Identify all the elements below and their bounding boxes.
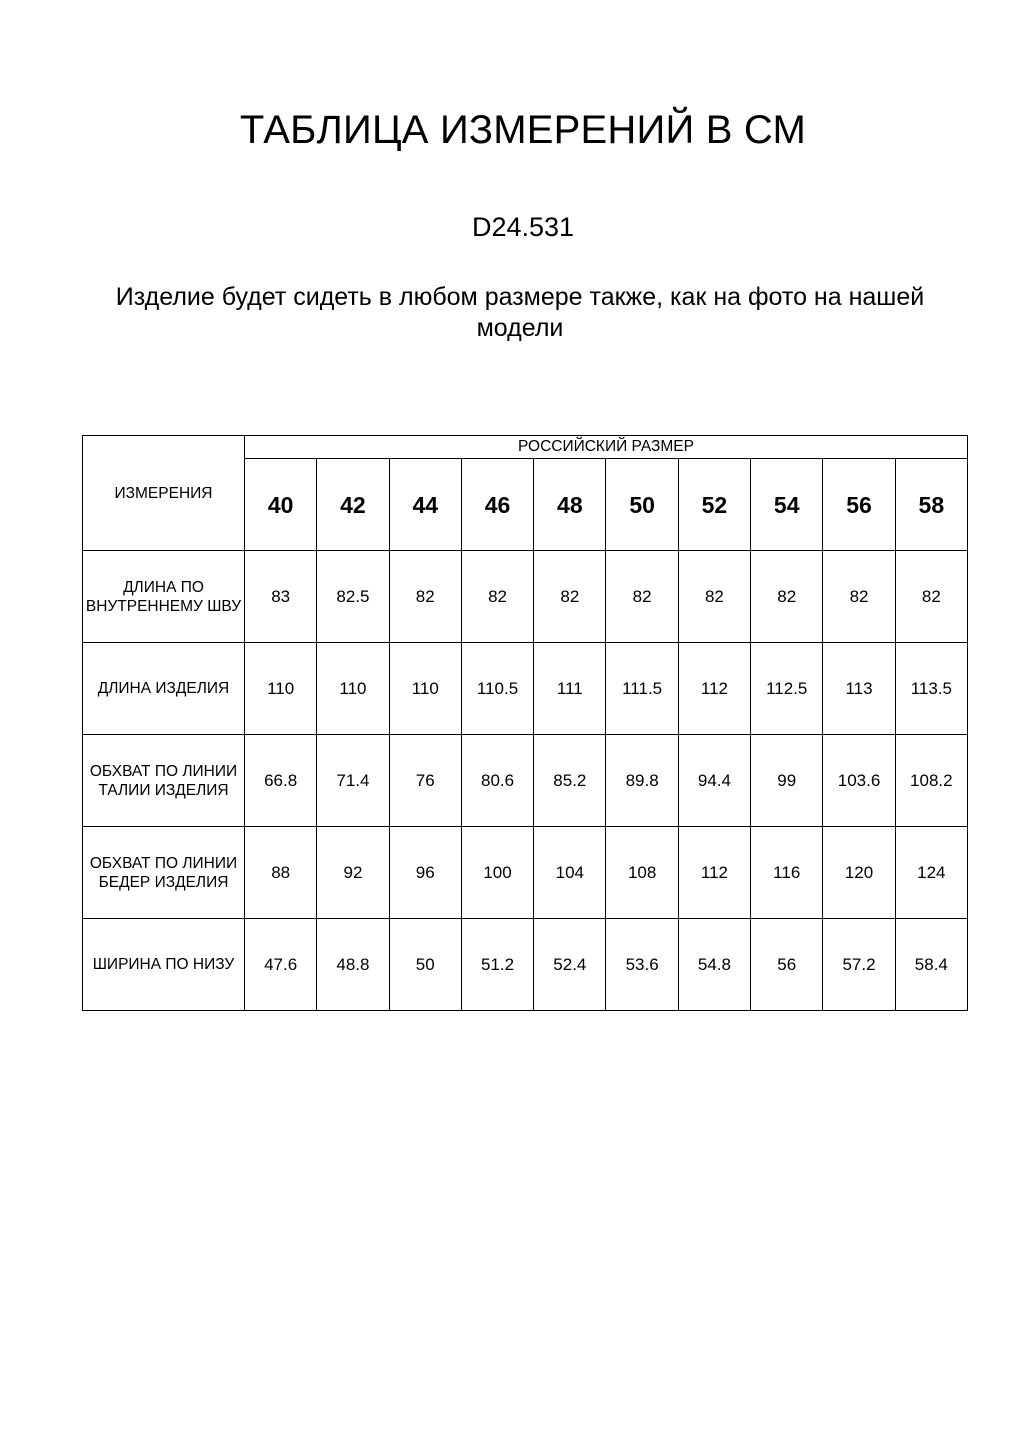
measurement-label: ДЛИНА ИЗДЕЛИЯ bbox=[83, 643, 245, 735]
measurement-label: ОБХВАТ ПО ЛИНИИ БЕДЕР ИЗДЕЛИЯ bbox=[83, 827, 245, 919]
measurement-value: 82 bbox=[751, 551, 823, 643]
measurement-value: 56 bbox=[751, 919, 823, 1011]
measurement-value: 57.2 bbox=[823, 919, 895, 1011]
measurement-value: 120 bbox=[823, 827, 895, 919]
measurement-value: 82 bbox=[389, 551, 461, 643]
measurement-value: 112 bbox=[678, 827, 750, 919]
measurement-value: 110 bbox=[389, 643, 461, 735]
measurement-value: 94.4 bbox=[678, 735, 750, 827]
measurement-value: 52.4 bbox=[534, 919, 606, 1011]
measurement-value: 111.5 bbox=[606, 643, 678, 735]
size-chart-table bbox=[82, 435, 968, 1011]
measurement-value: 124 bbox=[895, 827, 967, 919]
measurement-value: 80.6 bbox=[461, 735, 533, 827]
measurement-value: 113 bbox=[823, 643, 895, 735]
measurement-value: 47.6 bbox=[245, 919, 317, 1011]
measurement-value: 82 bbox=[534, 551, 606, 643]
measurement-value: 76 bbox=[389, 735, 461, 827]
table-row bbox=[83, 551, 968, 643]
measurement-value: 112.5 bbox=[751, 643, 823, 735]
measurement-value: 82 bbox=[606, 551, 678, 643]
measurements-header: ИЗМЕРЕНИЯ bbox=[83, 436, 245, 551]
size-header-cell: 48 bbox=[534, 459, 606, 551]
measurement-value: 108.2 bbox=[895, 735, 967, 827]
measurement-value: 58.4 bbox=[895, 919, 967, 1011]
measurement-value: 111 bbox=[534, 643, 606, 735]
size-header-cell: 46 bbox=[461, 459, 533, 551]
size-header-cell: 54 bbox=[751, 459, 823, 551]
measurement-value: 92 bbox=[317, 827, 389, 919]
measurement-value: 103.6 bbox=[823, 735, 895, 827]
size-header-cell: 44 bbox=[389, 459, 461, 551]
measurement-value: 88 bbox=[245, 827, 317, 919]
measurement-value: 82.5 bbox=[317, 551, 389, 643]
size-header-cell: 56 bbox=[823, 459, 895, 551]
measurement-value: 66.8 bbox=[245, 735, 317, 827]
measurement-value: 104 bbox=[534, 827, 606, 919]
measurement-value: 82 bbox=[678, 551, 750, 643]
measurement-value: 100 bbox=[461, 827, 533, 919]
measurement-value: 116 bbox=[751, 827, 823, 919]
fit-note: Изделие будет сидеть в любом размере также, как на фото на нашей модели bbox=[115, 283, 925, 342]
measurement-value: 82 bbox=[823, 551, 895, 643]
size-header-cell: 52 bbox=[678, 459, 750, 551]
measurement-value: 110 bbox=[245, 643, 317, 735]
size-header-cell: 58 bbox=[895, 459, 967, 551]
measurement-value: 53.6 bbox=[606, 919, 678, 1011]
measurement-value: 51.2 bbox=[461, 919, 533, 1011]
table-row bbox=[83, 735, 968, 827]
size-header-cell: 40 bbox=[245, 459, 317, 551]
measurement-value: 71.4 bbox=[317, 735, 389, 827]
measurement-value: 82 bbox=[461, 551, 533, 643]
measurement-value: 108 bbox=[606, 827, 678, 919]
table-row bbox=[83, 919, 968, 1011]
measurement-value: 82 bbox=[895, 551, 967, 643]
russian-size-header: РОССИЙСКИЙ РАЗМЕР bbox=[245, 436, 968, 459]
measurement-label: ДЛИНА ПО ВНУТРЕННЕМУ ШВУ bbox=[83, 551, 245, 643]
table-row bbox=[83, 643, 968, 735]
measurement-value: 99 bbox=[751, 735, 823, 827]
measurement-value: 113.5 bbox=[895, 643, 967, 735]
measurement-value: 89.8 bbox=[606, 735, 678, 827]
measurement-value: 85.2 bbox=[534, 735, 606, 827]
measurement-value: 50 bbox=[389, 919, 461, 1011]
measurement-value: 83 bbox=[245, 551, 317, 643]
product-code: D24.531 bbox=[471, 212, 575, 242]
size-header-cell: 42 bbox=[317, 459, 389, 551]
measurement-label: ШИРИНА ПО НИЗУ bbox=[83, 919, 245, 1011]
table-row bbox=[83, 827, 968, 919]
measurement-value: 110.5 bbox=[461, 643, 533, 735]
measurement-label: ОБХВАТ ПО ЛИНИИ ТАЛИИ ИЗДЕЛИЯ bbox=[83, 735, 245, 827]
measurement-value: 110 bbox=[317, 643, 389, 735]
measurement-value: 96 bbox=[389, 827, 461, 919]
measurement-value: 48.8 bbox=[317, 919, 389, 1011]
measurement-value: 112 bbox=[678, 643, 750, 735]
size-header-cell: 50 bbox=[606, 459, 678, 551]
page-title: ТАБЛИЦА ИЗМЕРЕНИЙ В СМ bbox=[239, 108, 807, 152]
measurement-value: 54.8 bbox=[678, 919, 750, 1011]
